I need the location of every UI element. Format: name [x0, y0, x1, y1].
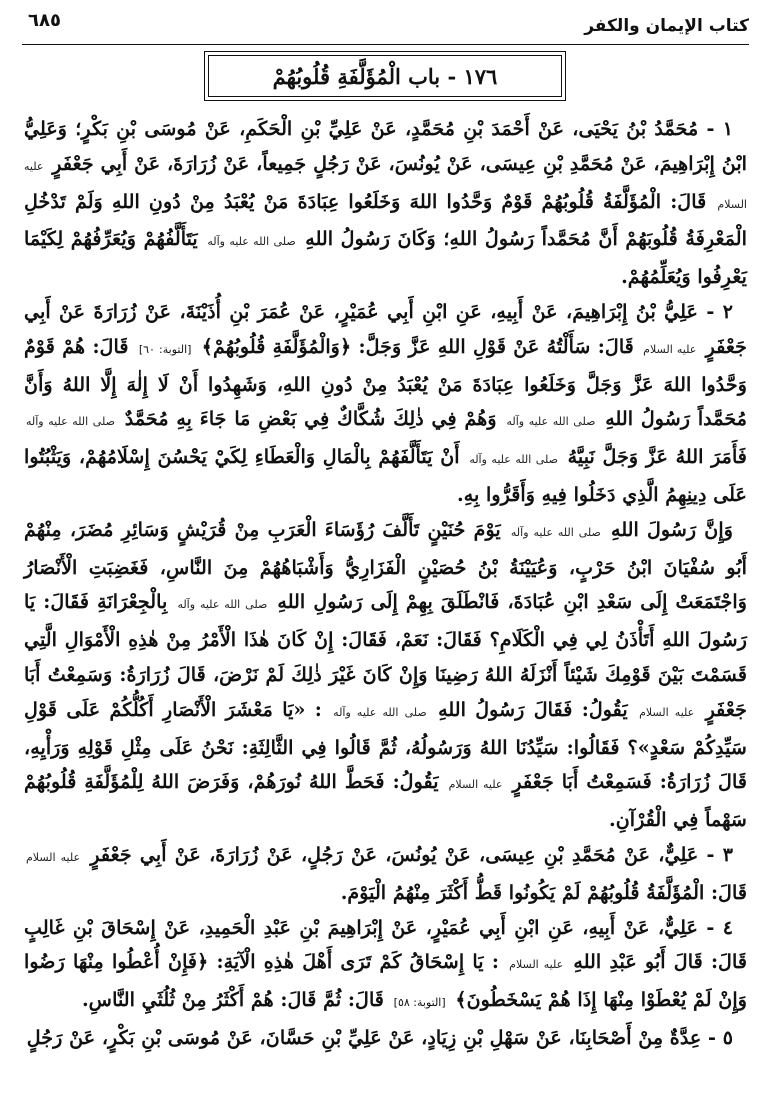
hadith-2-text: وَهُمْ فِي ذٰلِكَ شُكَّاكٌ فِي بَعْضِ مَا جَاءَ بِهِ مُحَمَّدٌ	[124, 407, 497, 431]
book-title: كتاب الإيمان والكفر	[584, 16, 749, 36]
hadith-2c-text: وَإِنَّ رَسُولَ اللهِ	[611, 517, 733, 541]
hadith-2-answer: قَالَ: هُمْ قَوْمٌ وَحَّدُوا اللهَ عَزَّ وَجَلَّ وَخَلَعُوا عِبَادَةَ مَنْ يُعْبَدُ مِنْ دُونِ اللهِ، وَشَهِدُوا أَنْ لَا إِلٰهَ إِلَّا اللهُ وَأَنَّ مُحَمَّداً رَسُولُ اللهِ	[24, 334, 747, 431]
salawat-symbol: صلى الله عليه وآله	[26, 415, 115, 429]
page-number: ٦٨٥	[28, 10, 61, 31]
salam-symbol: عليه السلام	[509, 958, 564, 972]
hadith-2-continued	[24, 513, 747, 838]
hadith-2	[24, 295, 747, 513]
hadith-5	[24, 1021, 747, 1056]
quran-reference: [التوبة: ٦٠]	[138, 342, 192, 356]
hadith-2-text: فَأَمَرَ اللهُ عَزَّ وَجَلَّ نَبِيَّهُ	[567, 445, 747, 469]
salawat-symbol: صلى الله عليه وآله	[333, 705, 427, 719]
hadith-4	[24, 911, 747, 1021]
salawat-symbol: صلى الله عليه وآله	[469, 453, 558, 467]
hadith-1-text-end: يَتَأَلَّفُهُمْ وَيُعَرِّفُهُمْ لِكَيْمَا يَعْرِفُوا وَيُعَلِّمُهُمْ.	[24, 227, 747, 289]
hadith-2-question: قَالَ: سَأَلْتُهُ عَنْ قَوْلِ اللهِ عَزَّ وَجَلَّ: ﴿وَالْمُؤَلَّفَةِ قُلُوبُهُمْ﴾	[201, 334, 634, 358]
hadith-5-chain: ٥ - عِدَّةٌ مِنْ أَصْحَابِنَا، عَنْ سَهْلِ بْنِ زِيَادٍ، عَنْ عَلِيِّ بْنِ حَسَّانَ، عَنْ مُوسَى بْنِ بَكْرٍ، عَنْ رَجُلٍ	[26, 1025, 733, 1049]
hadith-4-chain: ٤ - عَلِيٌّ، عَنْ أَبِيهِ، عَنِ ابْنِ أَبِي عُمَيْرٍ، عَنْ إِبْرَاهِيمَ بْنِ عَبْدِ الْحَمِيدِ، عَنْ إِسْحَاقَ بْنِ غَالِبٍ قَالَ: قَالَ أَبُو عَبْدِ اللهِ	[24, 915, 747, 974]
salam-symbol: عليه السلام	[448, 778, 503, 792]
page-header	[22, 4, 749, 45]
salawat-symbol: صلى الله عليه وآله	[207, 235, 296, 249]
hadith-3	[24, 838, 747, 911]
hadith-3-chain: ٣ - عَلِيٌّ، عَنْ مُحَمَّدِ بْنِ عِيسَى، عَنْ يُونُسَ، عَنْ رَجُلٍ، عَنْ زُرَارَةَ، عَنْ أَبِي جَعْفَرٍ	[90, 842, 734, 866]
quran-reference: [التوبة: ٥٨]	[393, 996, 446, 1010]
chapter-heading-box	[208, 55, 562, 97]
hadith-2c-text: بِالْجِعْرَانَةِ فَقَالَ: يَا رَسُولَ اللهِ أَتَأْذَنُ لِي فِي الْكَلَامِ؟ فَقَالَ: نَعَمْ، فَقَالَ: إِنْ كَانَ هٰذَا الْأَمْرُ مِنْ هٰذِهِ الْأَمْوَالِ الَّتِي قَسَمْتَ بَيْنَ قَوْمِكَ شَيْئاً أَنْزَلَهُ اللهُ رَضِينَا وَإِنْ كَانَ غَيْرَ ذٰلِكَ لَمْ نَرْضَ، قَالَ زُرَارَةُ: وَسَمِعْتُ أَبَا جَعْفَرٍ	[24, 590, 747, 721]
salawat-symbol: صلى الله عليه وآله	[510, 525, 601, 539]
hadith-3-text: قَالَ: الْمُؤَلَّفَةُ قُلُوبُهُمْ لَمْ يَكُونُوا قَطُّ أَكْثَرَ مِنْهُمُ الْيَوْمَ.	[340, 880, 747, 904]
hadith-2-chain: ٢ - عَلِيُّ بْنُ إِبْرَاهِيمَ، عَنْ أَبِيهِ، عَنِ ابْنِ أَبِي عُمَيْرٍ، عَنْ عُمَرَ بْنِ أُذَيْنَةَ، عَنْ زُرَارَةَ عَنْ أَبِي جَعْفَرٍ	[24, 299, 748, 358]
salam-symbol: عليه السلام	[639, 705, 695, 719]
hadith-text	[24, 112, 747, 1056]
hadith-2c-text: يَقُولُ: فَقَالَ رَسُولُ اللهِ	[438, 697, 628, 721]
hadith-4-text: : يَا إِسْحَاقُ كَمْ تَرَى أَهْلَ هٰذِهِ الْآيَةِ: ﴿فَإِنْ أُعْطُوا مِنْهَا رَضُوا وَإِنْ لَمْ يُعْطَوْا مِنْهَا إِذَا هُمْ يَسْخَطُونَ﴾	[24, 950, 747, 1012]
hadith-2-text-end: أَنْ يَتَأَلَّفَهُمْ بِالْمَالِ وَالْعَطَاءِ لِكَيْ يَحْسُنَ إِسْلَامُهُمْ، وَيَثْبُتُوا عَلَى دِينِهِمُ الَّذِي دَخَلُوا فِيهِ وَأَقَرُّوا بِهِ.	[24, 445, 747, 506]
hadith-2c-text: يَوْمَ حُنَيْنٍ تَأَلَّفَ رُؤَسَاءَ الْعَرَبِ مِنْ قُرَيْشٍ وَسَائِرِ مُضَرَ، مِنْهُمْ أَبُو سُفْيَانَ ابْنُ حَرْبٍ، وَعُيَيْنَةُ بْنُ حُصَيْنٍ الْفَزَارِيُّ وَأَشْبَاهُهُمْ مِنَ النَّاسِ، فَغَضِبَتِ الْأَنْصَارُ وَاجْتَمَعَتْ إِلَى سَعْدِ ابْنِ عُبَادَةَ، فَانْطَلَقَ بِهِمْ إِلَى رَسُولِ اللهِ	[24, 517, 747, 614]
salawat-symbol: صلى الله عليه وآله	[177, 598, 268, 612]
hadith-4-text-end: قَالَ: ثُمَّ قَالَ: هُمْ أَكْثَرُ مِنْ ثُلُثَيِ النَّاسِ.	[82, 988, 384, 1012]
salam-symbol: عليه السلام	[26, 850, 81, 864]
salam-symbol: عليه السلام	[24, 159, 747, 211]
hadith-2c-text-end: يَقُولُ: فَحَطَّ اللهُ نُورَهُمْ، وَفَرَضَ اللهُ لِلْمُؤَلَّفَةِ قُلُوبُهُمْ سَهْماً فِي الْقُرْآنِ.	[24, 770, 747, 832]
hadith-1-chain: ١ - مُحَمَّدُ بْنُ يَحْيَى، عَنْ أَحْمَدَ بْنِ مُحَمَّدٍ، عَنْ عَلِيِّ بْنِ الْحَكَمِ، عَنْ مُوسَى بْنِ بَكْرٍ؛ وَعَلِيُّ ابْنُ إِبْرَاهِيمَ، عَنْ مُحَمَّدِ بْنِ عِيسَى، عَنْ يُونُسَ، عَنْ رَجُلٍ جَمِيعاً، عَنْ زُرَارَةَ، عَنْ أَبِي جَعْفَرٍ	[24, 117, 748, 175]
salam-symbol: عليه السلام	[643, 342, 697, 356]
hadith-2c-text: : «يَا مَعْشَرَ الْأَنْصَارِ أَكُلُّكُمْ عَلَى قَوْلِ سَيِّدِكُمْ سَعْدٍ»؟ فَقَالُوا: سَيِّدُنَا اللهُ وَرَسُولُهُ، ثُمَّ قَالُوا فِي الثَّالِثَةِ: نَحْنُ عَلَى مِثْلِ قَوْلِهِ وَرَأْيِهِ، قَالَ زُرَارَةُ: فَسَمِعْتُ أَبَا جَعْفَرٍ	[24, 697, 747, 794]
chapter-title: ١٧٦ - باب الْمُؤَلَّفَةِ قُلُوبُهُمْ	[272, 63, 498, 89]
salawat-symbol: صلى الله عليه وآله	[506, 415, 596, 429]
hadith-1-text: قَالَ: الْمُؤَلَّفَةُ قُلُوبُهُمْ قَوْمٌ وَحَّدُوا اللهَ وَخَلَعُوا عِبَادَةَ مَنْ يُعْبَدُ مِنْ دُونِ اللهِ وَلَمْ تَدْخُلِ الْمَعْرِفَةُ قُلُوبَهُمْ أَنَّ مُحَمَّداً رَسُولُ اللهِ؛ وَكَانَ رَسُولُ اللهِ	[24, 189, 747, 251]
hadith-1	[24, 112, 747, 295]
